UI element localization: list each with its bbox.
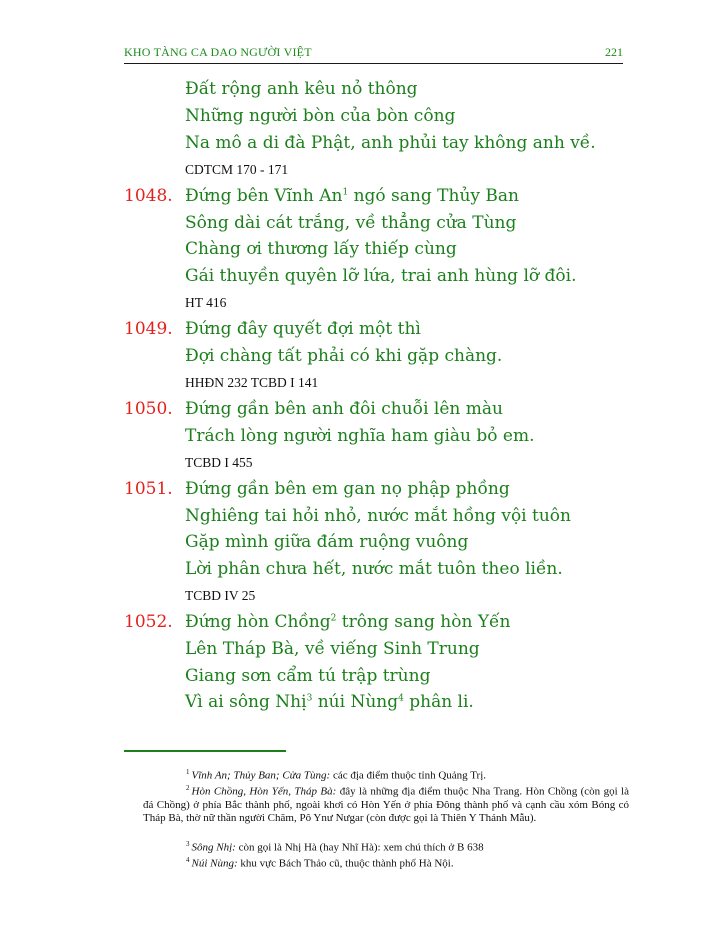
footnote-ref[interactable]: 4 bbox=[398, 693, 404, 704]
source-reference: TCBD IV 25 bbox=[185, 588, 256, 603]
poem-line: Gặp mình giữa đám ruộng vuông bbox=[185, 532, 469, 552]
poem-line: Nghiêng tai hỏi nhỏ, nước mắt hồng vội tuôn bbox=[185, 506, 571, 526]
source-reference: CDTCM 170 - 171 bbox=[185, 162, 289, 177]
page-header bbox=[124, 44, 623, 64]
footnote-ref[interactable]: 2 bbox=[330, 613, 337, 624]
poem-line: Lời phân chưa hết, nước mắt tuôn theo liền. bbox=[185, 559, 563, 579]
entry-number: 1048. bbox=[124, 186, 173, 206]
footnote: $^4$ Núi Nùng: khu vực Bách Thảo cũ, thuộc thành phố Hà Nội. bbox=[186, 856, 454, 870]
entry-number: 1051. bbox=[124, 479, 173, 499]
footnote: $^2$ Hòn Chồng, Hòn Yến, Tháp Bà: đây là những địa điểm thuộc Nha Trang. Hòn Chồng (còn gọi là đá Chồng) ở phía Bắc thành phố, ngoài khơi có Hòn Yến ở phía Đông thành phố và cạnh cầu xóm Bóng có Tháp Bà, thờ nữ thần người Chăm, Pô Ynư Nưgar (còn được gọi là Thiên Y Thánh Mẫu). bbox=[143, 784, 629, 824]
poem-line: Những người bòn của bòn công bbox=[185, 106, 456, 126]
source-reference: HHĐN 232 TCBD I 141 bbox=[185, 375, 319, 390]
poem-line: Na mô a di đà Phật, anh phủi tay không anh về. bbox=[185, 133, 596, 153]
poem-line: Giang sơn cẩm tú trập trùng bbox=[185, 666, 431, 686]
footnote: $^3$ Sông Nhị: còn gọi là Nhị Hà (hay Nhĩ Hà): xem chú thích ở B 638 bbox=[186, 840, 484, 854]
poem-line: Đợi chàng tất phải có khi gặp chàng. bbox=[185, 346, 503, 366]
poem-line: Trách lòng người nghĩa ham giàu bỏ em. bbox=[185, 426, 535, 446]
entry-number: 1050. bbox=[124, 399, 173, 419]
running-title: KHO TÀNG CA DAO NGƯỜI VIỆT bbox=[124, 45, 312, 59]
poem-line: Vì ai sông Nhị$^3$ núi Nùng$^4$ phân li. bbox=[185, 692, 474, 712]
poem-line: Lên Tháp Bà, về viếng Sinh Trung bbox=[185, 639, 480, 659]
source-reference: HT 416 bbox=[185, 295, 227, 310]
footnote-ref[interactable]: 1 bbox=[342, 187, 349, 198]
poem-line: Đứng bên Vĩnh An$^1$ ngó sang Thủy Ban bbox=[185, 186, 519, 206]
poem-line: Đứng gần bên anh đôi chuỗi lên màu bbox=[185, 399, 503, 419]
source-reference: TCBD I 455 bbox=[185, 455, 253, 470]
poem-line: Chàng ơi thương lấy thiếp cùng bbox=[185, 239, 457, 259]
poem-line: Đứng hòn Chồng$^2$ trông sang hòn Yến bbox=[185, 612, 511, 632]
footnote-divider bbox=[124, 750, 286, 752]
poem-line: Đất rộng anh kêu nỏ thông bbox=[185, 79, 418, 99]
poem-line: Đứng đây quyết đợi một thì bbox=[185, 319, 421, 339]
entry-number: 1052. bbox=[124, 612, 173, 632]
entry-number: 1049. bbox=[124, 319, 173, 339]
poem-line: Đứng gần bên em gan nọ phập phồng bbox=[185, 479, 510, 499]
footnote: $^1$ Vĩnh An; Thủy Ban; Cửa Tùng: các địa điểm thuộc tỉnh Quảng Trị. bbox=[186, 768, 487, 782]
poem-line: Sông dài cát trắng, về thẳng cửa Tùng bbox=[185, 213, 517, 233]
poem-line: Gái thuyền quyên lỡ lứa, trai anh hùng lỡ đôi. bbox=[185, 266, 577, 286]
page-number: 221 bbox=[605, 45, 623, 59]
footnote-ref[interactable]: 3 bbox=[306, 693, 313, 704]
